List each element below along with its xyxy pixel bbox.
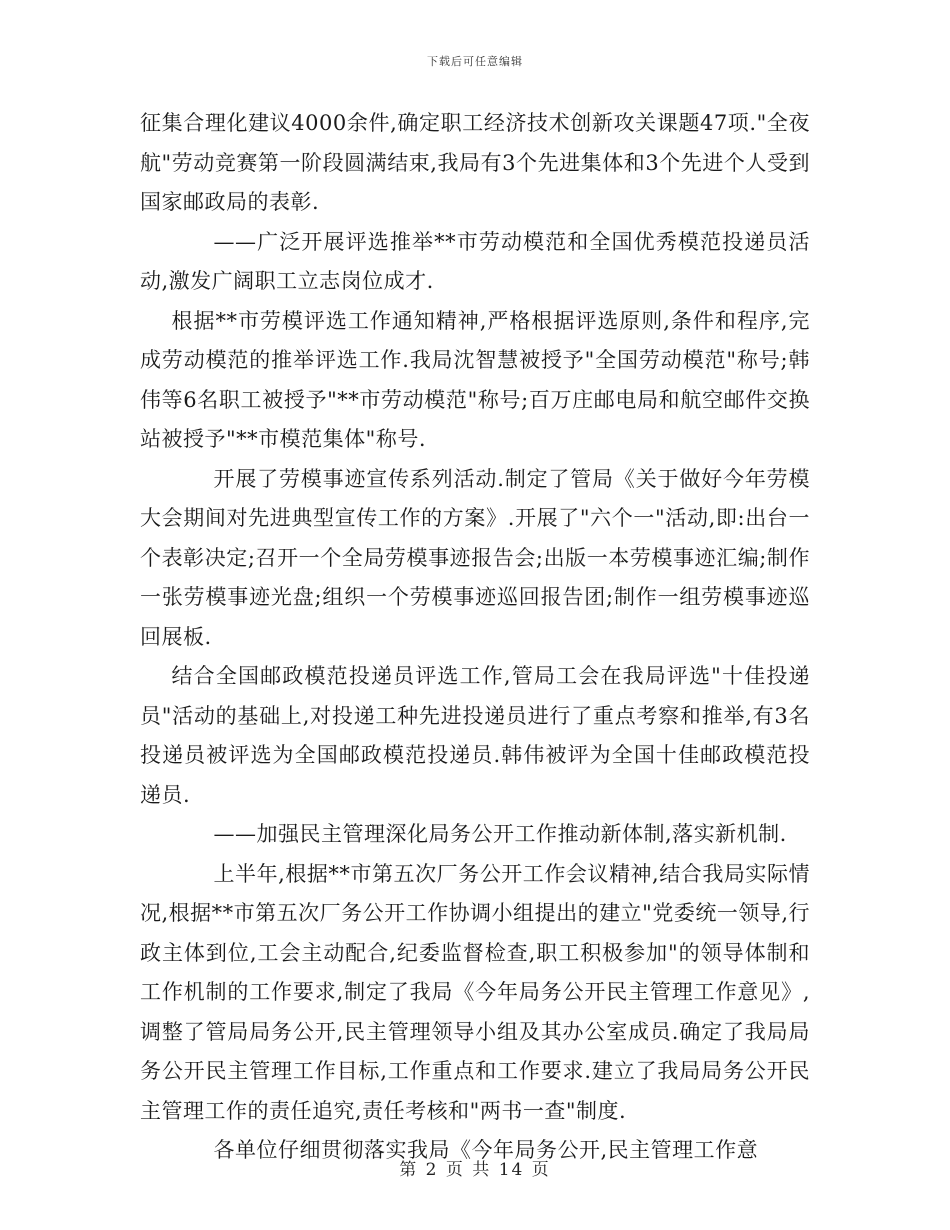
paragraph-1: 征集合理化建议4000余件,确定职工经济技术创新攻关课题47项."全夜航"劳动竞赛第一阶段圆满结束,我局有3个先进集体和3个先进个人受到国家邮政局的表彰. — [140, 111, 810, 214]
paragraph-5: 结合全国邮政模范投递员评选工作,管局工会在我局评选"十佳投递员"活动的基础上,对投递工种先进投递员进行了重点考察和推举,有3名投递员被评选为全国邮政模范投递员.韩伟被评为全国十佳邮政模范投递员. — [140, 664, 810, 807]
paragraph-7: 上半年,根据**市第五次厂务公开工作会议精神,结合我局实际情况,根据**市第五次厂务公开工作协调小组提出的建立"党委统一领导,行政主体到位,工会主动配合,纪委监督检查,职工积极参加"的领导体制和工作机制的工作要求,制定了我局《今年局务公开民主管理工作意见》,调整了管局局务公开,民主管理领导小组及其办公室成员.确定了我局局务公开民主管理工作目标,工作重点和工作要求.建立了我局局务公开民主管理工作的责任追究,责任考核和"两书一查"制度. — [140, 861, 811, 1123]
paragraph-8: 各单位仔细贯彻落实我局《今年局务公开,民主管理工作意 — [213, 1138, 759, 1162]
page-footer-number: 第 2 页 共 14 页 — [399, 1160, 551, 1180]
paragraph-3: 根据**市劳模评选工作通知精神,严格根据评选原则,条件和程序,完成劳动模范的推举评选工作.我局沈智慧被授予"全国劳动模范"称号;韩伟等6名职工被授予"**市劳动模范"称号;百万庄邮电局和航空邮件交换站被授予"**市模范集体"称号. — [140, 308, 810, 451]
document-body — [140, 104, 810, 1171]
paragraph-4: 开展了劳模事迹宣传系列活动.制定了管局《关于做好今年劳模大会期间对先进典型宣传工作的方案》.开展了"六个一"活动,即:出台一个表彰决定;召开一个全局劳模事迹报告会;出版一本劳模事迹汇编;制作一张劳模事迹光盘;组织一个劳模事迹巡回报告团;制作一组劳模事迹巡回展板. — [140, 466, 810, 649]
paragraph-2-section-heading: ——广泛开展评选推举**市劳动模范和全国优秀模范投递员活动,激发广阔职工立志岗位成才. — [140, 229, 810, 293]
paragraph-6-section-heading: ——加强民主管理深化局务公开工作推动新体制,落实新机制. — [213, 822, 787, 846]
page-header-note: 下载后可任意编辑 — [427, 55, 523, 68]
